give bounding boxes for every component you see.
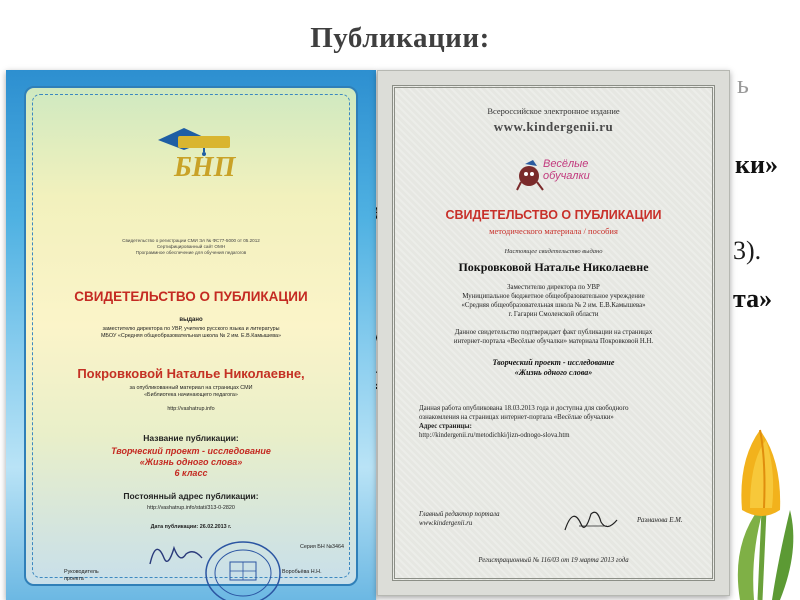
editor-name: Разманова Е.М. xyxy=(637,517,683,524)
permanent-address: http://vashatrup.info/stati/313-0-2820 xyxy=(147,505,235,511)
bg-fragment: та» xyxy=(733,284,773,313)
certificate-library xyxy=(6,70,376,600)
stamp-seal xyxy=(202,538,284,600)
signature xyxy=(561,504,621,538)
info-line: Данная работа опубликована 18.03.2013 года и доступна для свободного xyxy=(419,405,629,412)
recipient-position xyxy=(395,283,712,319)
brand-line: обучалки xyxy=(543,170,590,182)
position-line: г. Гагарин Смоленской области xyxy=(508,311,599,318)
issued-to xyxy=(26,326,356,340)
certificate-heading: СВИДЕТЕЛЬСТВО О ПУБЛИКАЦИИ xyxy=(445,208,662,222)
position-line: Муниципальное бюджетное общеобразовательное учреждение xyxy=(462,293,645,300)
signature xyxy=(146,534,206,574)
position-line: «Средняя общеобразовательная школа № 2 им. Е.В.Камышева» xyxy=(461,302,646,309)
signer-name: Воробьёва Н.Н. xyxy=(282,569,322,575)
editor-role xyxy=(419,510,500,528)
publication-date: Дата публикации: 26.02.2013 г. xyxy=(150,524,232,530)
certificate-kindergenii xyxy=(377,70,730,596)
signer-role: Руководитель проекта xyxy=(64,569,99,582)
confirmation-line: Данное свидетельство подтверждает факт публикации на страницах xyxy=(454,329,653,336)
header-info xyxy=(26,238,356,256)
position-line: Заместителю директора по УВР xyxy=(507,284,600,291)
certificate-library-frame xyxy=(24,86,358,586)
publication-title-line: Творческий проект - исследование xyxy=(111,446,271,456)
info-line: Адрес страницы: xyxy=(419,423,472,430)
confirmation-line: интернет-портала «Весёлые обучалки» материала Покровковой Н.Н. xyxy=(453,338,654,345)
header-line: Программное обеспечение для обучения педагогов xyxy=(135,250,247,255)
publication-title-line: «Жизнь одного слова» xyxy=(514,368,593,377)
bg-fragment: 3). xyxy=(733,236,762,265)
brand-line: Весёлые xyxy=(543,158,589,170)
publication-title-line: «Жизнь одного слова» xyxy=(139,457,243,467)
header-line: Свидетельство о регистрации СМИ Эл № ФС77-5000 от 05.2012 xyxy=(122,238,260,243)
published-line: за опубликованный материал на страницах СМИ xyxy=(129,385,253,391)
library-logo xyxy=(144,118,244,182)
slide-title: Публикации: xyxy=(310,22,490,54)
published-in xyxy=(26,385,356,399)
series-number: Серия БН №3464 xyxy=(299,544,344,550)
site-link: http://vashatrup.info xyxy=(167,406,215,412)
published-line: «Библиотека начинающего педагога» xyxy=(144,392,238,398)
brand-name xyxy=(543,158,590,182)
editor-line: www.kindergenii.ru xyxy=(419,520,473,527)
info-line: http://kindergenii.ru/metodichki/jizn-odnogo-slova.htm xyxy=(419,432,570,439)
header-line: Сертифицированный сайт ОМН xyxy=(156,244,226,249)
issued-label: выдано xyxy=(179,317,203,323)
recipient-name: Покровковой Наталье Николаевне xyxy=(458,260,649,274)
info-line: ознакомления на страницах интернет-портала «Весёлые обучалки» xyxy=(419,414,614,421)
svg-text:БНП: БНП xyxy=(174,152,236,182)
publication-title-line: 6 класс xyxy=(174,468,208,478)
confirmation-text xyxy=(395,328,712,346)
tulip-decoration xyxy=(720,390,800,600)
bg-fragment: ь xyxy=(737,70,749,99)
publication-title xyxy=(395,358,712,378)
certificate-heading: СВИДЕТЕЛЬСТВО О ПУБЛИКАЦИИ xyxy=(74,289,308,304)
edition-label: Всероссийское электронное издание xyxy=(487,106,620,116)
publication-info xyxy=(419,404,629,440)
publication-title xyxy=(26,446,356,479)
recipient-name: Покровковой Наталье Николаевне, xyxy=(77,366,305,381)
registration-number: Регистрационный № 116/03 от 19 марта 2013 года xyxy=(478,557,629,564)
issued-label: Настоящее свидетельство выдано xyxy=(504,248,603,255)
issued-line: заместителю директора по УВР, учителю русского языка и литературы xyxy=(102,326,280,332)
portal-url: www.kindergenii.ru xyxy=(493,119,614,134)
publication-title-line: Творческий проект - исследование xyxy=(492,358,615,367)
certificate-kindergenii-frame xyxy=(392,85,715,581)
bg-fragment: ки» xyxy=(735,150,778,179)
issued-line: МБОУ «Средняя общеобразовательная школа № 2 им. Е.В.Камышева» xyxy=(100,333,282,339)
permanent-address-label: Постоянный адрес публикации: xyxy=(123,491,259,501)
certificate-subheading: методического материала / пособия xyxy=(489,226,618,236)
publication-name-label: Название публикации: xyxy=(143,433,239,443)
editor-line: Главный редактор портала xyxy=(419,511,500,518)
